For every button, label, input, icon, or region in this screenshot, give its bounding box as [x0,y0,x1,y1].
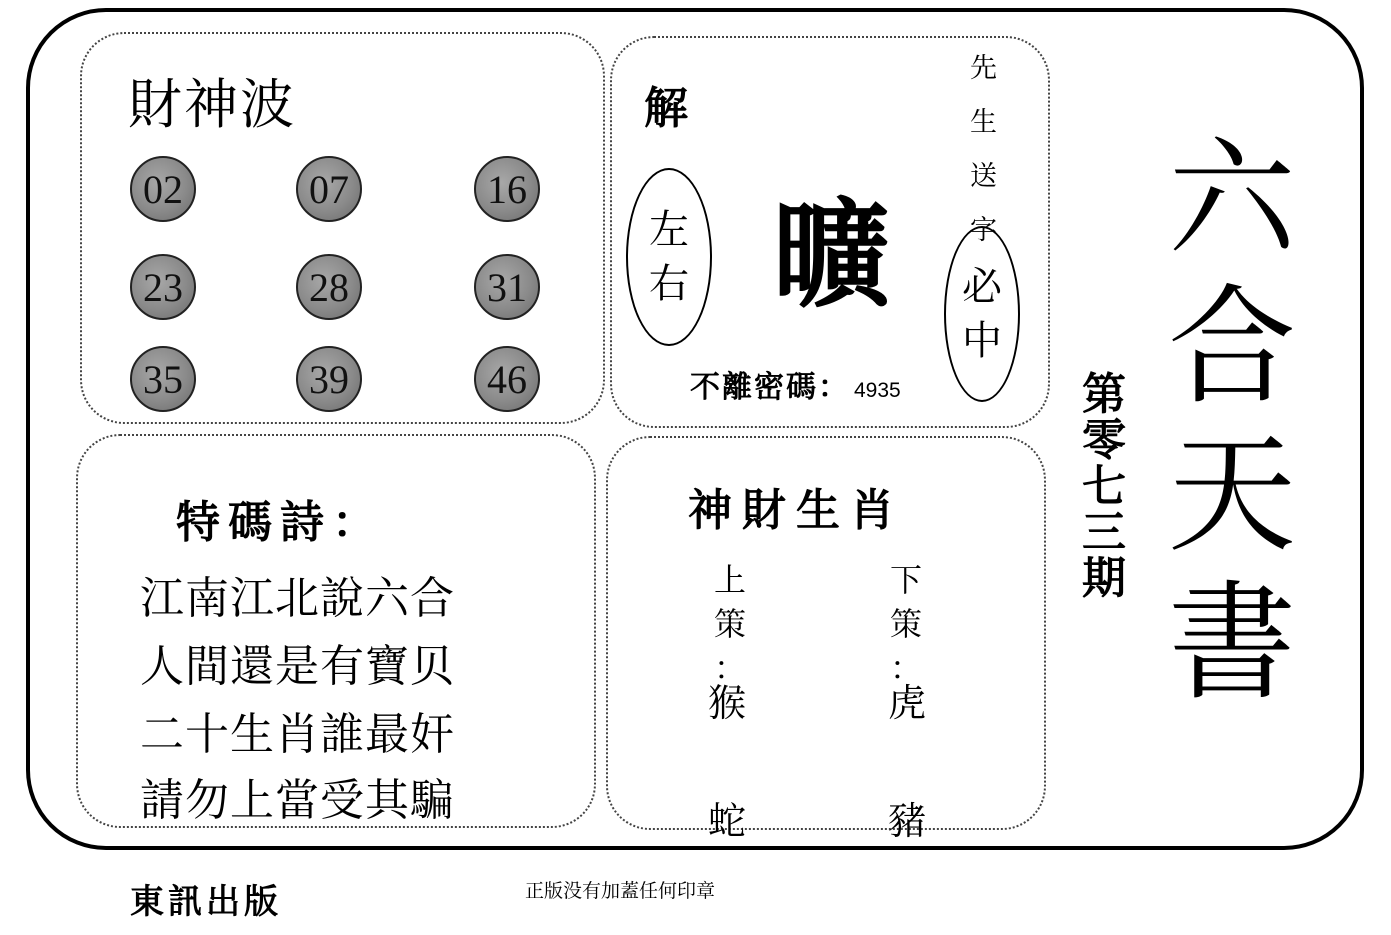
riddle-character: 曠 [772,186,891,324]
lower-animal: 虎 [888,681,927,725]
secret-code-value: 4935 [854,379,901,402]
title-char: 六 [1168,125,1297,274]
issue-number [1082,369,1126,604]
label-char: 策 [714,605,747,643]
oval-char: 右 [649,261,689,307]
lower-animal: 豬 [888,799,927,843]
secret-code-label: 不離密碼： [690,370,850,405]
riddle-label: 解 [644,83,688,134]
wave-title: 財神波 [128,73,296,136]
number-ball: 07 [296,156,362,222]
authenticity-notice: 正版没有加蓋任何印章 [525,880,716,902]
publisher: 東訊出版 [130,882,282,922]
title-char: 天 [1168,421,1297,570]
title-char: 書 [1168,569,1297,718]
oval-char: 必 [962,264,1002,310]
upper-strategy-label [714,558,746,690]
upper-animal: 猴 [708,681,747,725]
lower-strategy-label [890,558,922,690]
poem-line: 二十生肖誰最奸 [140,709,455,760]
main-title [1168,126,1296,718]
issue-char: 七 [1082,461,1126,512]
oval-char: 左 [649,207,689,253]
number-ball: 28 [296,254,362,320]
sender-char: 先 [970,53,997,84]
number-ball: 31 [474,254,540,320]
label-char: ： [714,649,747,687]
sender-char: 送 [970,161,997,192]
number-ball: 23 [130,254,196,320]
label-char: ： [890,649,923,687]
number-ball: 35 [130,346,196,412]
number-ball: 39 [296,346,362,412]
title-char: 合 [1168,273,1297,422]
left-oval [626,168,712,346]
label-char: 下 [890,561,923,599]
issue-char: 第 [1082,369,1126,420]
issue-char: 零 [1082,415,1126,466]
number-ball: 02 [130,156,196,222]
label-char: 上 [714,561,747,599]
oval-char: 中 [962,318,1002,364]
zodiac-title: 神財生肖 [688,485,904,536]
poem-line: 請勿上當受其騙 [140,775,455,826]
label-char: 策 [890,605,923,643]
issue-char: 三 [1082,507,1126,558]
poem-line: 江南江北說六合 [140,573,455,624]
issue-char: 期 [1082,553,1126,604]
right-oval [944,226,1020,402]
secret-code-row [690,362,901,406]
upper-animal: 蛇 [708,799,747,843]
number-ball: 46 [474,346,540,412]
sender-char: 字 [970,215,997,246]
poem-title: 特碼詩： [176,497,384,548]
poem-line: 人間還是有寶贝 [140,641,455,692]
sender-char: 生 [970,107,997,138]
number-ball: 16 [474,156,540,222]
